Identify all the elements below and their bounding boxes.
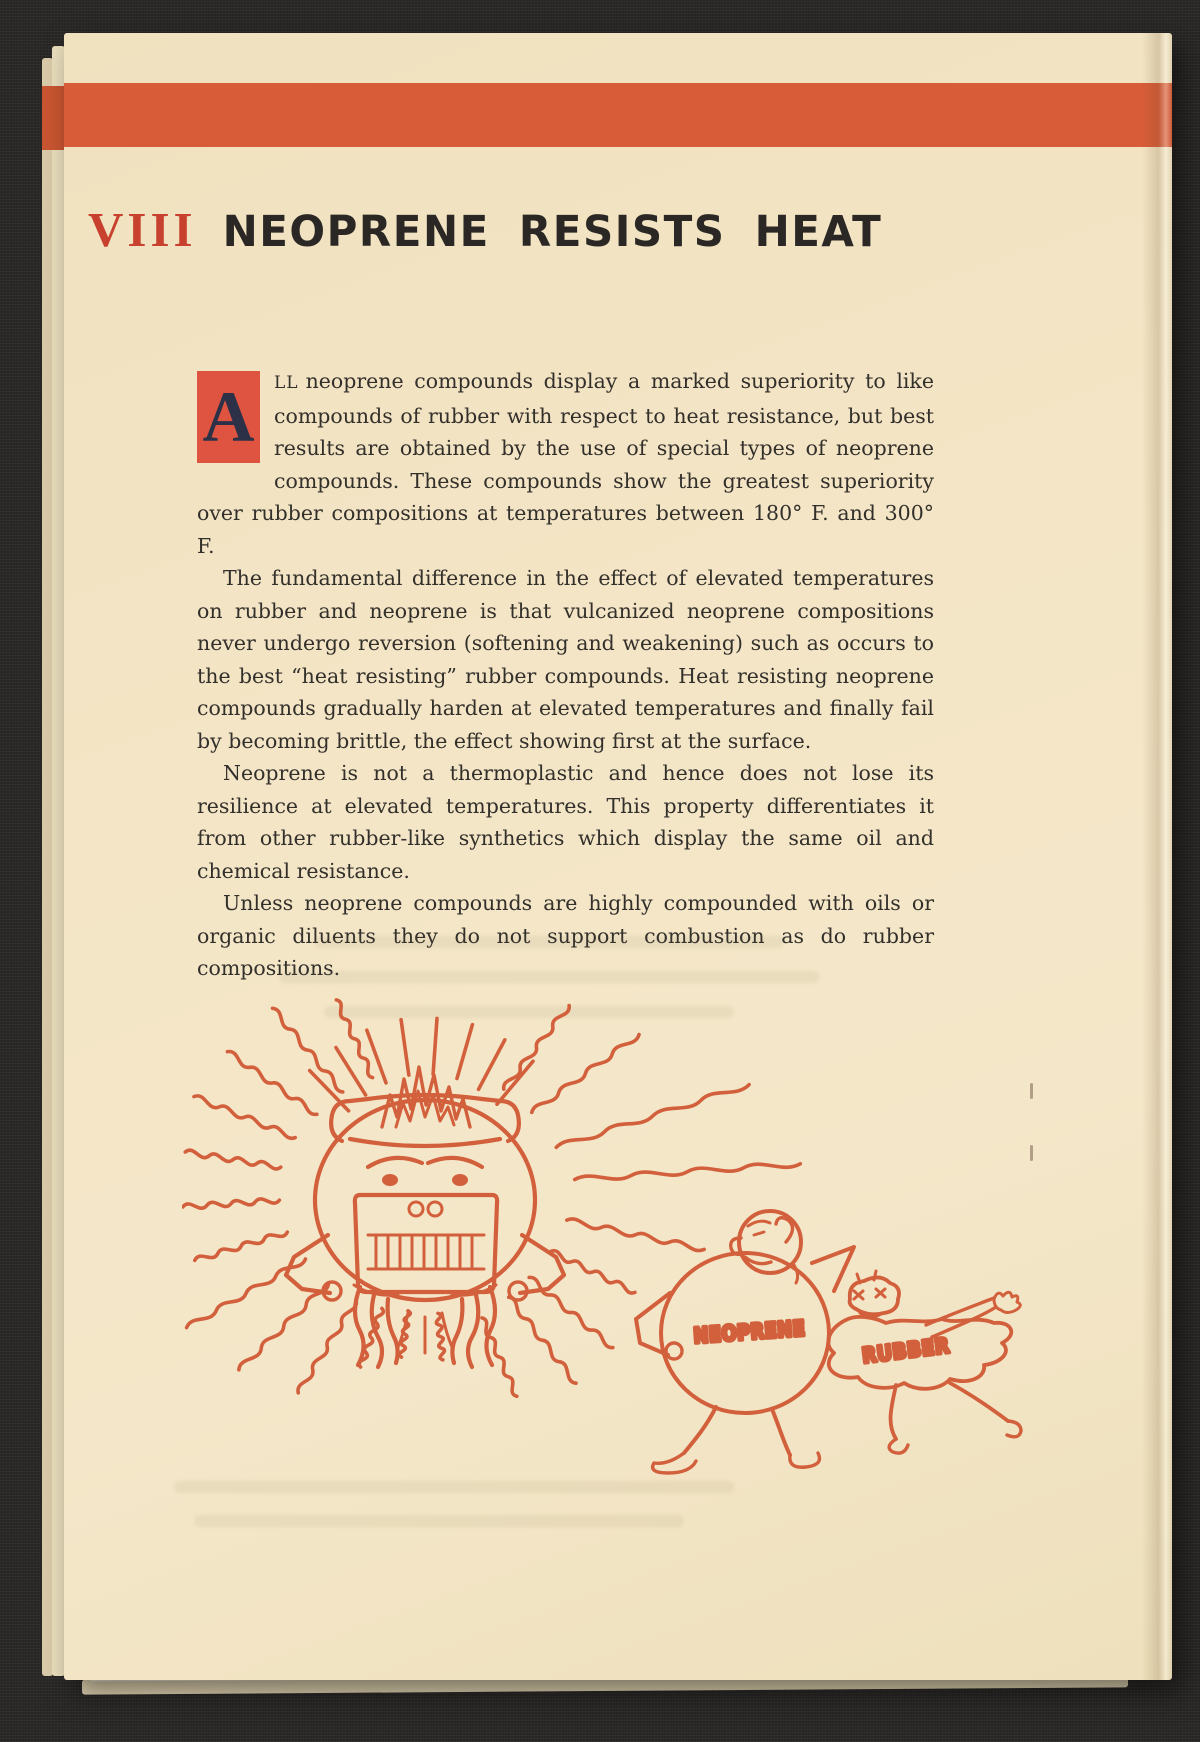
paragraph-text: neoprene compounds display a marked superiority to like compounds of rubber with respect to heat resistance, but best results are obtained by the use of special types of neoprene compounds. These compounds show the greatest superiority over rubber compositions at temperatures between 180° F. and 300° F.	[197, 369, 934, 558]
body-paragraph: Unless neoprene compounds are highly compounded with oils or organic diluents they do not support combustion as do rubber compositions.	[197, 891, 934, 980]
furnace-character	[286, 1067, 564, 1367]
heat-cartoon-illustration	[182, 995, 1042, 1495]
chapter-heading	[88, 201, 882, 258]
neoprene-label: NEOPRENE	[692, 1314, 826, 1348]
heat-cartoon-svg	[182, 995, 1042, 1495]
body-paragraph	[197, 365, 934, 562]
orange-band-edge-fragment	[42, 86, 65, 150]
page-showthrough	[194, 1515, 684, 1527]
dropcap-letter: A	[197, 371, 260, 463]
rubber-label: RUBBER	[860, 1332, 962, 1368]
body-paragraph: Neoprene is not a thermoplastic and hence does not lose its resilience at elevated temperatures. This property differentiates it from other rubber-like synthetics which display the same oil and chemical resistance.	[197, 761, 934, 883]
rubber-character	[828, 1271, 1021, 1453]
x-eyes-icon	[854, 1289, 885, 1299]
page-showthrough	[314, 936, 784, 948]
body-paragraph: The fundamental difference in the effect of elevated temperatures on rubber and neoprene is that vulcanized neoprene compositions never undergo reversion (softening and weakening) such as occurs to the best “heat resisting” rubber compounds. Heat resisting neoprene compounds gradually harden at elevated temperatures and finally fail by becoming brittle, the effect showing first at the surface.	[197, 566, 934, 753]
neoprene-character	[636, 1211, 854, 1473]
body-text	[197, 365, 934, 985]
page-fold-shadow	[1142, 33, 1172, 1680]
page-title: NEOPRENE RESISTS HEAT	[222, 206, 883, 256]
page	[64, 33, 1172, 1680]
chapter-number: VIII	[88, 202, 197, 257]
dropcap-leadin: LL	[274, 373, 299, 393]
page-showthrough	[279, 971, 819, 983]
title-band	[64, 83, 1172, 147]
